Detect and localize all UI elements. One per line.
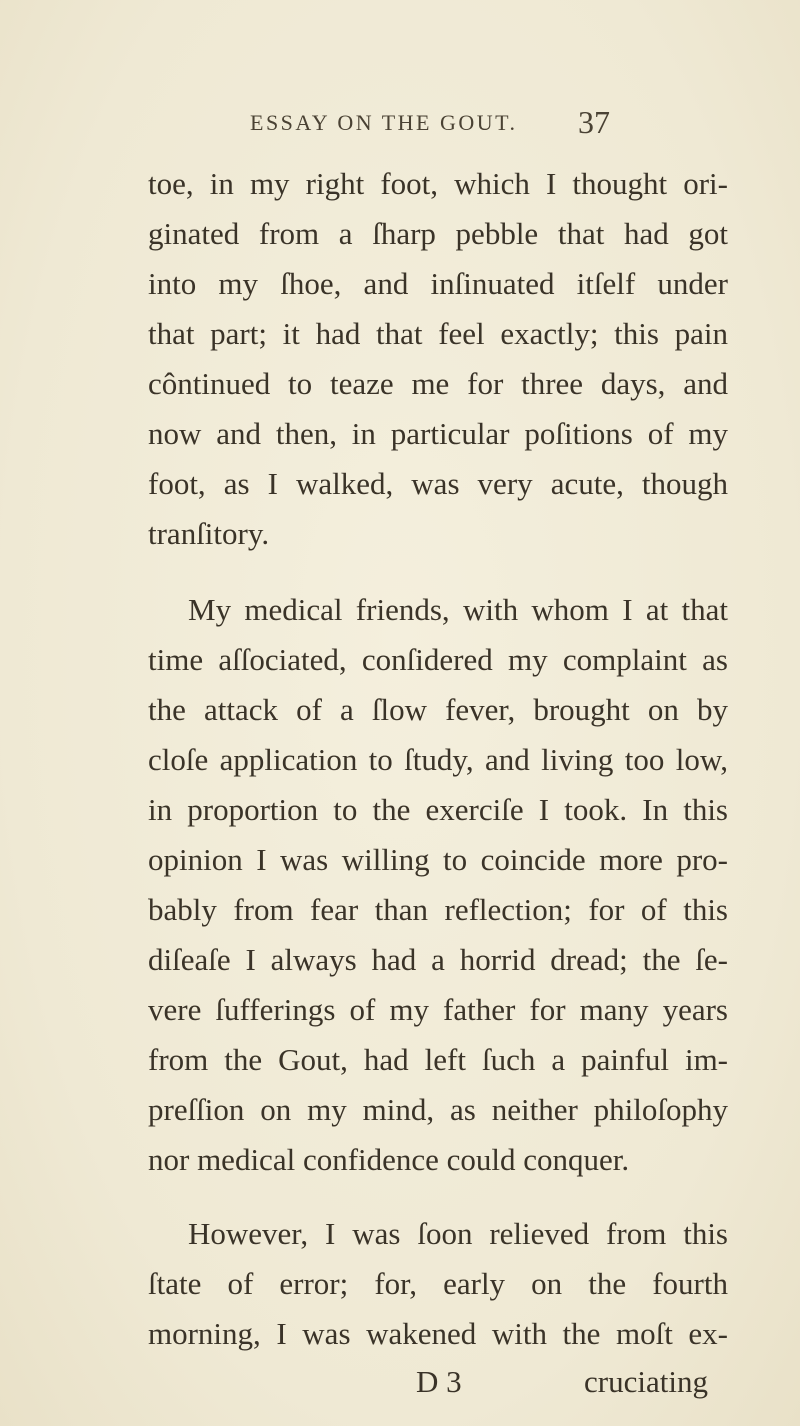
page-footer bbox=[0, 1364, 800, 1404]
text-line: ſtate of error; for, early on the fourth bbox=[148, 1266, 728, 1301]
text-line: that part; it had that feel exactly; this pain bbox=[148, 316, 728, 351]
text-line: tranſitory. bbox=[148, 516, 270, 551]
text-line: vere ſufferings of my father for many years bbox=[148, 992, 728, 1027]
page-number: 37 bbox=[578, 104, 610, 140]
page-header bbox=[250, 104, 770, 150]
running-head: ESSAY ON THE GOUT. bbox=[250, 110, 518, 135]
text-line: from the Gout, had left ſuch a painful im- bbox=[148, 1042, 728, 1077]
text-line: nor medical confidence could conquer. bbox=[148, 1142, 630, 1177]
text-line: cloſe application to ſtudy, and living too low, bbox=[148, 742, 728, 777]
text-line: in proportion to the exerciſe I took. In this bbox=[148, 792, 728, 827]
text-line: now and then, in particular poſitions of my bbox=[148, 416, 728, 451]
signature-mark: D 3 bbox=[416, 1364, 462, 1399]
text-line: However, I was ſoon relieved from this bbox=[188, 1216, 728, 1251]
text-line: côntinued to teaze me for three days, and bbox=[148, 366, 728, 401]
text-line: ginated from a ſharp pebble that had got bbox=[148, 216, 728, 251]
text-line: bably from fear than reflection; for of this bbox=[148, 892, 728, 927]
text-line: into my ſhoe, and inſinuated itſelf under bbox=[148, 266, 728, 301]
catchword: cruciating bbox=[584, 1364, 708, 1399]
text-line: toe, in my right foot, which I thought ori- bbox=[148, 166, 728, 201]
text-line: foot, as I walked, was very acute, though bbox=[148, 466, 728, 501]
text-line: preſſion on my mind, as neither philoſophy bbox=[148, 1092, 728, 1127]
text-line: diſeaſe I always had a horrid dread; the ſe- bbox=[148, 942, 728, 977]
text-line: morning, I was wakened with the moſt ex- bbox=[148, 1316, 728, 1351]
text-line: opinion I was willing to coincide more pro- bbox=[148, 842, 728, 877]
text-line: time aſſociated, conſidered my complaint as bbox=[148, 642, 728, 677]
text-line: My medical friends, with whom I at that bbox=[188, 592, 728, 627]
text-line: the attack of a ſlow fever, brought on by bbox=[148, 692, 728, 727]
